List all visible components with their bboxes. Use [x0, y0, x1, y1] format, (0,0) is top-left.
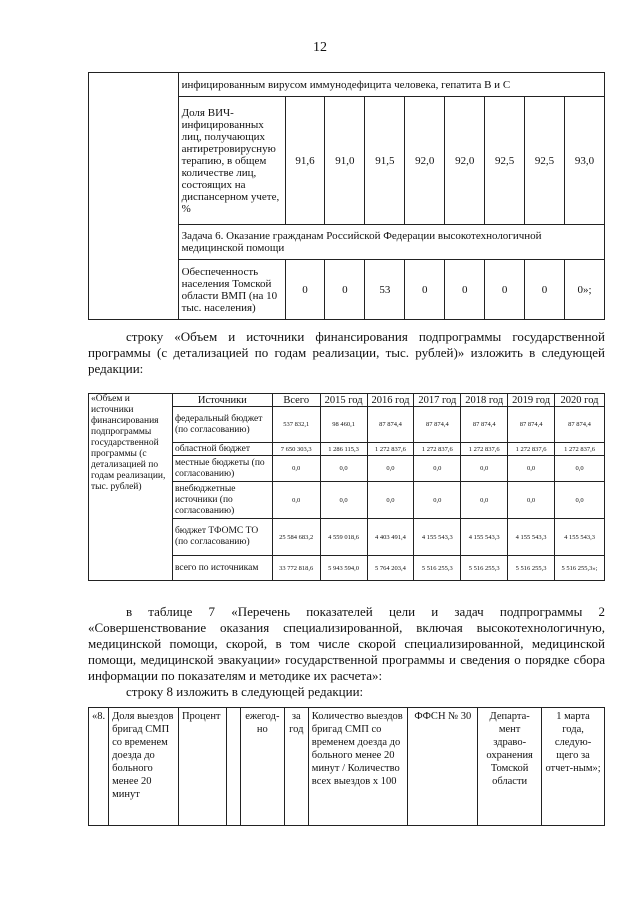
financing-table — [88, 393, 605, 581]
table1-vmp-value: 53 — [365, 260, 405, 320]
financing-cell: 25 584 683,2 — [272, 519, 320, 556]
financing-cell: 4 155 543,3 — [414, 519, 461, 556]
financing-cell: 0,0 — [555, 456, 605, 482]
table1-vmp-label: Обеспеченность населения Томской области ВМП (на 10 тыс. населения) — [178, 260, 285, 320]
financing-cell: 4 155 543,3 — [508, 519, 555, 556]
financing-cell: 7 650 303,3 — [272, 443, 320, 456]
financing-cell: 1 272 837,6 — [367, 443, 414, 456]
table1-row-top: инфицированным вирусом иммунодефицита человека, гепатита В и С — [178, 73, 604, 97]
financing-row-label: бюджет ТФОМС ТО (по согласованию) — [172, 519, 272, 556]
row8-table — [88, 707, 605, 826]
financing-cell: 0,0 — [320, 456, 367, 482]
financing-header: 2016 год — [367, 394, 414, 407]
financing-cell: 0,0 — [367, 456, 414, 482]
row8-unit: Процент — [178, 708, 226, 826]
row8-period: за год — [284, 708, 308, 826]
financing-header: 2017 год — [414, 394, 461, 407]
financing-cell: 5 516 255,3 — [461, 556, 508, 581]
table1-vmp-value: 0 — [445, 260, 485, 320]
page-number: 12 — [313, 40, 327, 55]
table1-hiv-value: 91,0 — [325, 97, 365, 225]
table1-vmp-value: 0»; — [565, 260, 605, 320]
financing-cell: 4 559 018,6 — [320, 519, 367, 556]
financing-cell: 0,0 — [508, 482, 555, 519]
financing-cell: 5 516 255,3»; — [555, 556, 605, 581]
financing-cell: 87 874,4 — [461, 407, 508, 443]
financing-row-label: федеральный бюджет (по согласованию) — [172, 407, 272, 443]
financing-header: Всего — [272, 394, 320, 407]
financing-row-label: всего по источникам — [172, 556, 272, 581]
table1-vmp-value: 0 — [525, 260, 565, 320]
table1-hiv-value: 92,5 — [485, 97, 525, 225]
table1-task6: Задача 6. Оказание гражданам Российской Федерации высокотехнологичной медицинской помощи — [178, 225, 604, 260]
row8-empty — [226, 708, 240, 826]
financing-cell: 5 516 255,3 — [508, 556, 555, 581]
row8-formula: Количество выездов бригад СМП со временем доезда до больного менее 20 минут / Количество всех выездов х 100 — [308, 708, 408, 826]
financing-cell: 4 155 543,3 — [555, 519, 605, 556]
financing-cell: 537 832,1 — [272, 407, 320, 443]
financing-row-label: внебюджетные источники (по согласованию) — [172, 482, 272, 519]
financing-cell: 1 272 837,6 — [508, 443, 555, 456]
financing-cell: 1 272 837,6 — [461, 443, 508, 456]
table1-vmp-value: 0 — [485, 260, 525, 320]
financing-cell: 0,0 — [320, 482, 367, 519]
row8-source: ФФСН № 30 — [408, 708, 478, 826]
financing-left-cell: «Объем и источники финансирования подпрограммы государственной программы (с детализацией по годам реализации, тыс. рублей) — [89, 394, 173, 581]
financing-cell: 87 874,4 — [414, 407, 461, 443]
row8-deadline: 1 марта года, следую-щего за отчет-ным»; — [542, 708, 605, 826]
financing-header: 2015 год — [320, 394, 367, 407]
table1-hiv-value: 92,0 — [445, 97, 485, 225]
financing-cell: 5 943 594,0 — [320, 556, 367, 581]
table1-hiv-value: 92,5 — [525, 97, 565, 225]
paragraph-financing: строку «Объем и источники финансирования подпрограммы государственной программы (с детализацией по годам реализации, тыс. рублей)» изложить в следующей редакции: — [88, 329, 605, 376]
row8-number: «8. — [89, 708, 109, 826]
financing-cell: 0,0 — [414, 456, 461, 482]
financing-cell: 87 874,4 — [555, 407, 605, 443]
financing-row-label: местные бюджеты (по согласованию) — [172, 456, 272, 482]
financing-header: Источники — [172, 394, 272, 407]
table1-hiv-value: 92,0 — [405, 97, 445, 225]
financing-header: 2019 год — [508, 394, 555, 407]
financing-cell: 33 772 818,6 — [272, 556, 320, 581]
table1-hiv-value: 91,6 — [285, 97, 325, 225]
financing-row-label: областной бюджет — [172, 443, 272, 456]
row8-responsible: Департа-мент здраво-охранения Томской области — [478, 708, 542, 826]
financing-cell: 0,0 — [555, 482, 605, 519]
financing-header: 2020 год — [555, 394, 605, 407]
financing-cell: 4 403 491,4 — [367, 519, 414, 556]
table1-hiv-value: 91,5 — [365, 97, 405, 225]
financing-cell: 0,0 — [367, 482, 414, 519]
indicators-table — [88, 72, 605, 320]
financing-cell: 98 460,1 — [320, 407, 367, 443]
financing-cell: 1 272 837,6 — [414, 443, 461, 456]
financing-cell: 0,0 — [461, 482, 508, 519]
financing-cell: 0,0 — [272, 482, 320, 519]
financing-header: 2018 год — [461, 394, 508, 407]
financing-cell: 1 272 837,6 — [555, 443, 605, 456]
financing-cell: 5 764 203,4 — [367, 556, 414, 581]
financing-cell: 87 874,4 — [367, 407, 414, 443]
financing-cell: 87 874,4 — [508, 407, 555, 443]
financing-cell: 0,0 — [414, 482, 461, 519]
table1-vmp-value: 0 — [285, 260, 325, 320]
table1-hiv-value: 93,0 — [565, 97, 605, 225]
financing-cell: 0,0 — [508, 456, 555, 482]
financing-cell: 0,0 — [272, 456, 320, 482]
table1-vmp-value: 0 — [325, 260, 365, 320]
financing-cell: 5 516 255,3 — [414, 556, 461, 581]
table1-left-cell — [89, 73, 179, 320]
financing-cell: 4 155 543,3 — [461, 519, 508, 556]
table1-vmp-value: 0 — [405, 260, 445, 320]
financing-cell: 0,0 — [461, 456, 508, 482]
row8-frequency: ежегод-но — [240, 708, 284, 826]
row8-indicator: Доля выездов бригад СМП со временем доезда до больного менее 20 минут — [109, 708, 179, 826]
financing-cell: 1 286 115,3 — [320, 443, 367, 456]
table1-hiv-label: Доля ВИЧ-инфицированных лиц, получающих антиретровирусную терапию, в общем количестве лиц, состоящих на диспансерном учете, % — [178, 97, 285, 225]
paragraph-row8: строку 8 изложить в следующей редакции: — [126, 684, 364, 699]
paragraph-table7: в таблице 7 «Перечень показателей цели и задач подпрограммы 2 «Совершенствование оказания специализированной, включая высокотехнологичную, медицинской помощи, скорой, в том числе скорой специализированной, медицинской помощи, медицинской эвакуации» государственной программы и сведения о порядке сбора информации по показателям и методике их расчета»: — [88, 604, 605, 683]
